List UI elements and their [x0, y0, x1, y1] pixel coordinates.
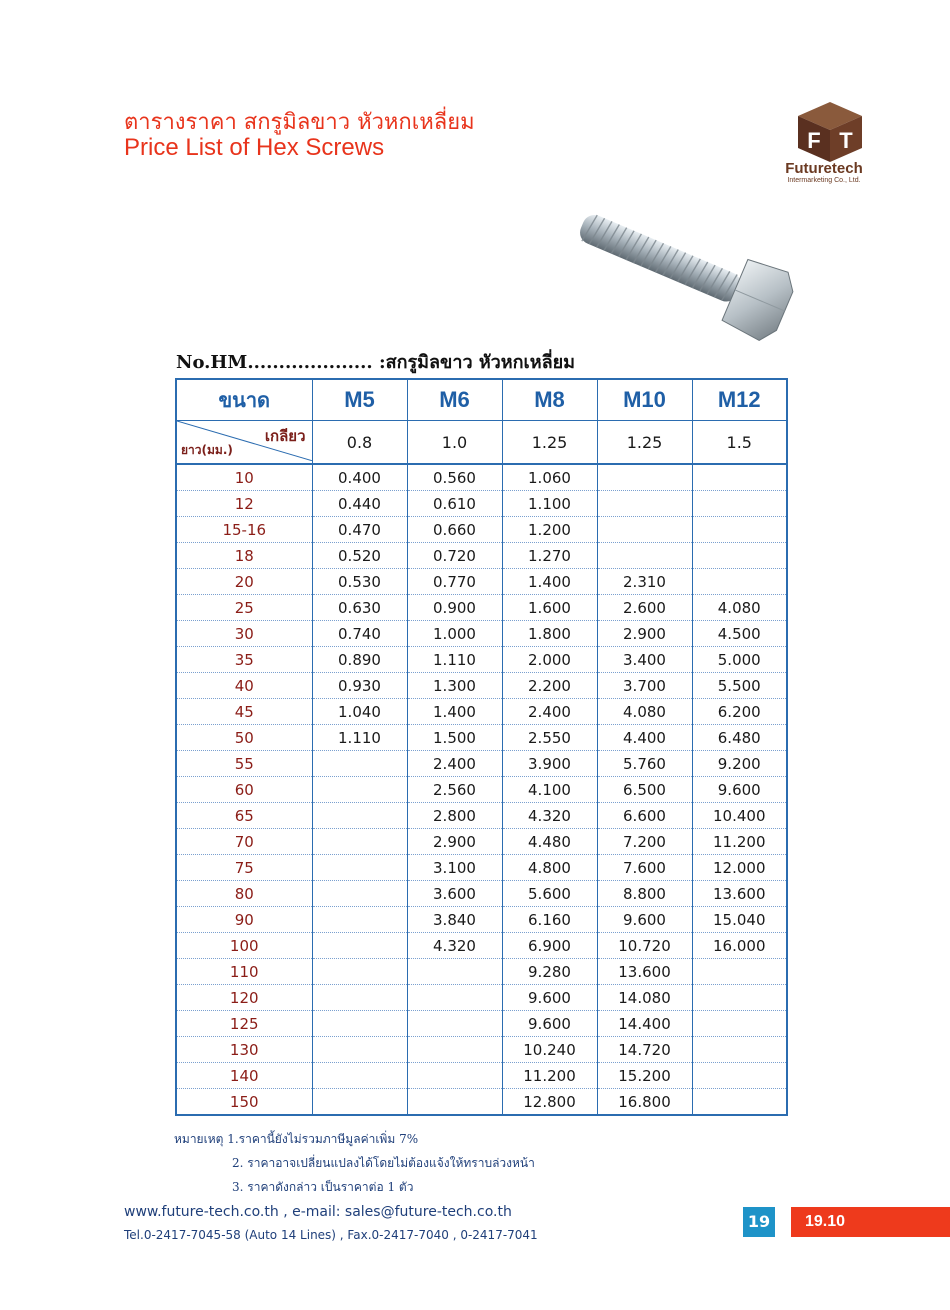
length-cell: 18	[176, 543, 312, 569]
logo-subtitle: Intermarketing Co., Ltd.	[787, 177, 861, 184]
pitch-m10: 1.25	[597, 421, 692, 465]
column-header-m12: M12	[692, 379, 787, 421]
hex-screw-image	[570, 198, 810, 348]
price-cell-m5: 0.440	[312, 491, 407, 517]
title-thai: ตารางราคา สกรูมิลขาว หัวหกเหลี่ยม	[124, 110, 475, 135]
price-cell-m8: 1.270	[502, 543, 597, 569]
table-row	[176, 725, 787, 751]
length-cell: 150	[176, 1089, 312, 1116]
price-cell-m8: 10.240	[502, 1037, 597, 1063]
price-cell-m8: 1.200	[502, 517, 597, 543]
price-cell-m12: 12.000	[692, 855, 787, 881]
price-cell-m12	[692, 464, 787, 491]
price-cell-m8: 4.480	[502, 829, 597, 855]
price-cell-m8: 1.600	[502, 595, 597, 621]
table-row	[176, 959, 787, 985]
length-cell: 90	[176, 907, 312, 933]
price-cell-m6: 1.500	[407, 725, 502, 751]
price-cell-m6: 1.400	[407, 699, 502, 725]
column-header-m8: M8	[502, 379, 597, 421]
pitch-m5: 0.8	[312, 421, 407, 465]
page-number-badge: 19	[743, 1207, 775, 1237]
price-cell-m10: 3.700	[597, 673, 692, 699]
price-cell-m10: 16.800	[597, 1089, 692, 1116]
table-row	[176, 855, 787, 881]
price-cell-m12	[692, 569, 787, 595]
price-cell-m5: 0.530	[312, 569, 407, 595]
table-row	[176, 699, 787, 725]
note-1: หมายเหตุ 1.ราคานี้ยังไม่รวมภาษีมูลค่าเพิ่ม 7%	[174, 1132, 419, 1146]
price-cell-m10: 2.600	[597, 595, 692, 621]
price-cell-m8: 2.200	[502, 673, 597, 699]
price-cell-m10: 5.760	[597, 751, 692, 777]
price-cell-m10	[597, 491, 692, 517]
logo-mark-t: T	[839, 128, 853, 153]
price-cell-m5	[312, 881, 407, 907]
price-cell-m6	[407, 1037, 502, 1063]
price-cell-m12: 4.500	[692, 621, 787, 647]
price-cell-m6: 0.900	[407, 595, 502, 621]
price-cell-m8: 4.800	[502, 855, 597, 881]
price-cell-m12: 4.080	[692, 595, 787, 621]
price-cell-m5	[312, 803, 407, 829]
note-2: 2. ราคาอาจเปลี่ยนแปลงได้โดยไม่ต้องแจ้งให้ทราบล่วงหน้า	[232, 1156, 535, 1170]
length-cell: 45	[176, 699, 312, 725]
price-cell-m10: 2.900	[597, 621, 692, 647]
length-cell: 35	[176, 647, 312, 673]
length-cell: 12	[176, 491, 312, 517]
price-cell-m12: 9.600	[692, 777, 787, 803]
price-cell-m5: 0.930	[312, 673, 407, 699]
price-cell-m12	[692, 543, 787, 569]
price-cell-m6: 1.110	[407, 647, 502, 673]
price-cell-m5	[312, 1089, 407, 1116]
length-cell: 100	[176, 933, 312, 959]
price-cell-m5	[312, 959, 407, 985]
price-cell-m5	[312, 1063, 407, 1089]
length-cell: 40	[176, 673, 312, 699]
price-cell-m12: 5.000	[692, 647, 787, 673]
price-cell-m5: 0.400	[312, 464, 407, 491]
price-cell-m10	[597, 543, 692, 569]
price-cell-m6: 1.300	[407, 673, 502, 699]
price-cell-m8: 2.400	[502, 699, 597, 725]
price-cell-m10: 2.310	[597, 569, 692, 595]
price-cell-m8: 12.800	[502, 1089, 597, 1116]
price-cell-m12: 9.200	[692, 751, 787, 777]
price-cell-m6: 4.320	[407, 933, 502, 959]
size-header: ขนาด	[176, 379, 312, 421]
price-cell-m6: 0.660	[407, 517, 502, 543]
price-cell-m10: 9.600	[597, 907, 692, 933]
price-cell-m6: 0.720	[407, 543, 502, 569]
logo-name: Futuretech	[785, 160, 863, 177]
price-cell-m10: 14.400	[597, 1011, 692, 1037]
price-cell-m12: 11.200	[692, 829, 787, 855]
table-row	[176, 933, 787, 959]
price-cell-m6	[407, 1011, 502, 1037]
price-cell-m10: 7.600	[597, 855, 692, 881]
price-cell-m12: 13.600	[692, 881, 787, 907]
notes	[174, 1127, 535, 1199]
pitch-m8: 1.25	[502, 421, 597, 465]
table-row	[176, 1011, 787, 1037]
price-cell-m12	[692, 1063, 787, 1089]
length-cell: 130	[176, 1037, 312, 1063]
footer-phone-fax: Tel.0-2417-7045-58 (Auto 14 Lines) , Fax.0-2417-7040 , 0-2417-7041	[124, 1228, 538, 1242]
table-row	[176, 569, 787, 595]
price-cell-m10: 15.200	[597, 1063, 692, 1089]
price-cell-m10	[597, 464, 692, 491]
price-cell-m5: 0.630	[312, 595, 407, 621]
length-cell: 140	[176, 1063, 312, 1089]
length-cell: 65	[176, 803, 312, 829]
price-cell-m12: 10.400	[692, 803, 787, 829]
table-row	[176, 1037, 787, 1063]
table-row	[176, 829, 787, 855]
table-row	[176, 751, 787, 777]
thread-label: เกลียว	[264, 427, 306, 445]
price-cell-m8: 1.100	[502, 491, 597, 517]
price-cell-m8: 4.320	[502, 803, 597, 829]
price-cell-m10: 10.720	[597, 933, 692, 959]
pitch-m12: 1.5	[692, 421, 787, 465]
price-cell-m12: 16.000	[692, 933, 787, 959]
logo-mark: F	[807, 128, 821, 153]
price-cell-m12: 6.480	[692, 725, 787, 751]
price-cell-m8: 6.160	[502, 907, 597, 933]
price-cell-m12: 5.500	[692, 673, 787, 699]
section-number-badge: 19.10	[791, 1207, 950, 1237]
price-cell-m5	[312, 907, 407, 933]
price-cell-m6: 3.100	[407, 855, 502, 881]
price-cell-m12: 15.040	[692, 907, 787, 933]
price-cell-m5	[312, 985, 407, 1011]
length-cell: 15-16	[176, 517, 312, 543]
price-cell-m6	[407, 1063, 502, 1089]
price-cell-m12	[692, 1089, 787, 1116]
pitch-m6: 1.0	[407, 421, 502, 465]
table-row	[176, 543, 787, 569]
price-cell-m10: 4.400	[597, 725, 692, 751]
title-english: Price List of Hex Screws	[124, 134, 385, 161]
price-cell-m6: 2.800	[407, 803, 502, 829]
price-cell-m10: 14.080	[597, 985, 692, 1011]
product-code-line: No.HM.................... :สกรูมิลขาว หัวหกเหลี่ยม	[176, 352, 576, 373]
price-cell-m12	[692, 1037, 787, 1063]
price-cell-m6: 0.770	[407, 569, 502, 595]
length-cell: 10	[176, 464, 312, 491]
price-cell-m8: 6.900	[502, 933, 597, 959]
price-cell-m8: 9.600	[502, 985, 597, 1011]
footer-website-email: www.future-tech.co.th , e-mail: sales@future-tech.co.th	[124, 1204, 512, 1220]
length-cell: 60	[176, 777, 312, 803]
price-cell-m8: 4.100	[502, 777, 597, 803]
price-cell-m12	[692, 985, 787, 1011]
length-cell: 70	[176, 829, 312, 855]
table-row	[176, 595, 787, 621]
length-cell: 75	[176, 855, 312, 881]
length-cell: 110	[176, 959, 312, 985]
price-cell-m5	[312, 1011, 407, 1037]
table-row	[176, 647, 787, 673]
price-cell-m10: 6.600	[597, 803, 692, 829]
price-cell-m6: 1.000	[407, 621, 502, 647]
price-cell-m5	[312, 777, 407, 803]
length-cell: 80	[176, 881, 312, 907]
thread-length-corner-cell	[176, 421, 312, 465]
price-cell-m8: 2.550	[502, 725, 597, 751]
price-cell-m6	[407, 1089, 502, 1116]
column-header-m6: M6	[407, 379, 502, 421]
price-cell-m10	[597, 517, 692, 543]
table-row	[176, 803, 787, 829]
price-cell-m8: 1.400	[502, 569, 597, 595]
price-cell-m10: 8.800	[597, 881, 692, 907]
table-row	[176, 1089, 787, 1116]
price-cell-m8: 9.600	[502, 1011, 597, 1037]
table-row	[176, 673, 787, 699]
price-cell-m5: 1.110	[312, 725, 407, 751]
table-row	[176, 907, 787, 933]
price-cell-m10: 6.500	[597, 777, 692, 803]
price-cell-m12	[692, 517, 787, 543]
price-cell-m10: 4.080	[597, 699, 692, 725]
column-header-m5: M5	[312, 379, 407, 421]
price-cell-m8: 2.000	[502, 647, 597, 673]
table-row	[176, 517, 787, 543]
price-cell-m12	[692, 1011, 787, 1037]
price-cell-m6: 0.610	[407, 491, 502, 517]
price-cell-m10: 3.400	[597, 647, 692, 673]
price-cell-m6	[407, 985, 502, 1011]
price-cell-m8: 9.280	[502, 959, 597, 985]
price-cell-m10: 14.720	[597, 1037, 692, 1063]
price-cell-m8: 1.800	[502, 621, 597, 647]
price-cell-m5: 0.740	[312, 621, 407, 647]
price-table-body	[176, 464, 787, 1115]
length-label: ยาว(มม.)	[181, 443, 233, 457]
price-cell-m6	[407, 959, 502, 985]
length-cell: 50	[176, 725, 312, 751]
price-cell-m5	[312, 829, 407, 855]
price-cell-m6: 2.400	[407, 751, 502, 777]
price-cell-m5	[312, 1037, 407, 1063]
price-cell-m5: 0.890	[312, 647, 407, 673]
price-cell-m8: 1.060	[502, 464, 597, 491]
length-cell: 125	[176, 1011, 312, 1037]
table-row	[176, 621, 787, 647]
length-cell: 20	[176, 569, 312, 595]
column-header-m10: M10	[597, 379, 692, 421]
price-cell-m12	[692, 959, 787, 985]
length-cell: 30	[176, 621, 312, 647]
table-row	[176, 881, 787, 907]
price-cell-m5: 1.040	[312, 699, 407, 725]
price-cell-m5	[312, 933, 407, 959]
price-cell-m10: 7.200	[597, 829, 692, 855]
price-cell-m8: 11.200	[502, 1063, 597, 1089]
price-table	[175, 378, 788, 1116]
table-row	[176, 491, 787, 517]
length-cell: 120	[176, 985, 312, 1011]
price-cell-m8: 3.900	[502, 751, 597, 777]
price-cell-m6: 0.560	[407, 464, 502, 491]
length-cell: 55	[176, 751, 312, 777]
price-cell-m6: 2.900	[407, 829, 502, 855]
table-row	[176, 1063, 787, 1089]
price-cell-m5: 0.520	[312, 543, 407, 569]
table-row	[176, 777, 787, 803]
table-row	[176, 464, 787, 491]
price-cell-m6: 3.600	[407, 881, 502, 907]
price-cell-m5	[312, 751, 407, 777]
price-cell-m10: 13.600	[597, 959, 692, 985]
price-cell-m12	[692, 491, 787, 517]
price-cell-m5	[312, 855, 407, 881]
note-3: 3. ราคาดังกล่าว เป็นราคาต่อ 1 ตัว	[232, 1180, 414, 1194]
price-cell-m8: 5.600	[502, 881, 597, 907]
table-row	[176, 985, 787, 1011]
price-cell-m6: 3.840	[407, 907, 502, 933]
price-cell-m12: 6.200	[692, 699, 787, 725]
price-cell-m5: 0.470	[312, 517, 407, 543]
price-cell-m6: 2.560	[407, 777, 502, 803]
length-cell: 25	[176, 595, 312, 621]
